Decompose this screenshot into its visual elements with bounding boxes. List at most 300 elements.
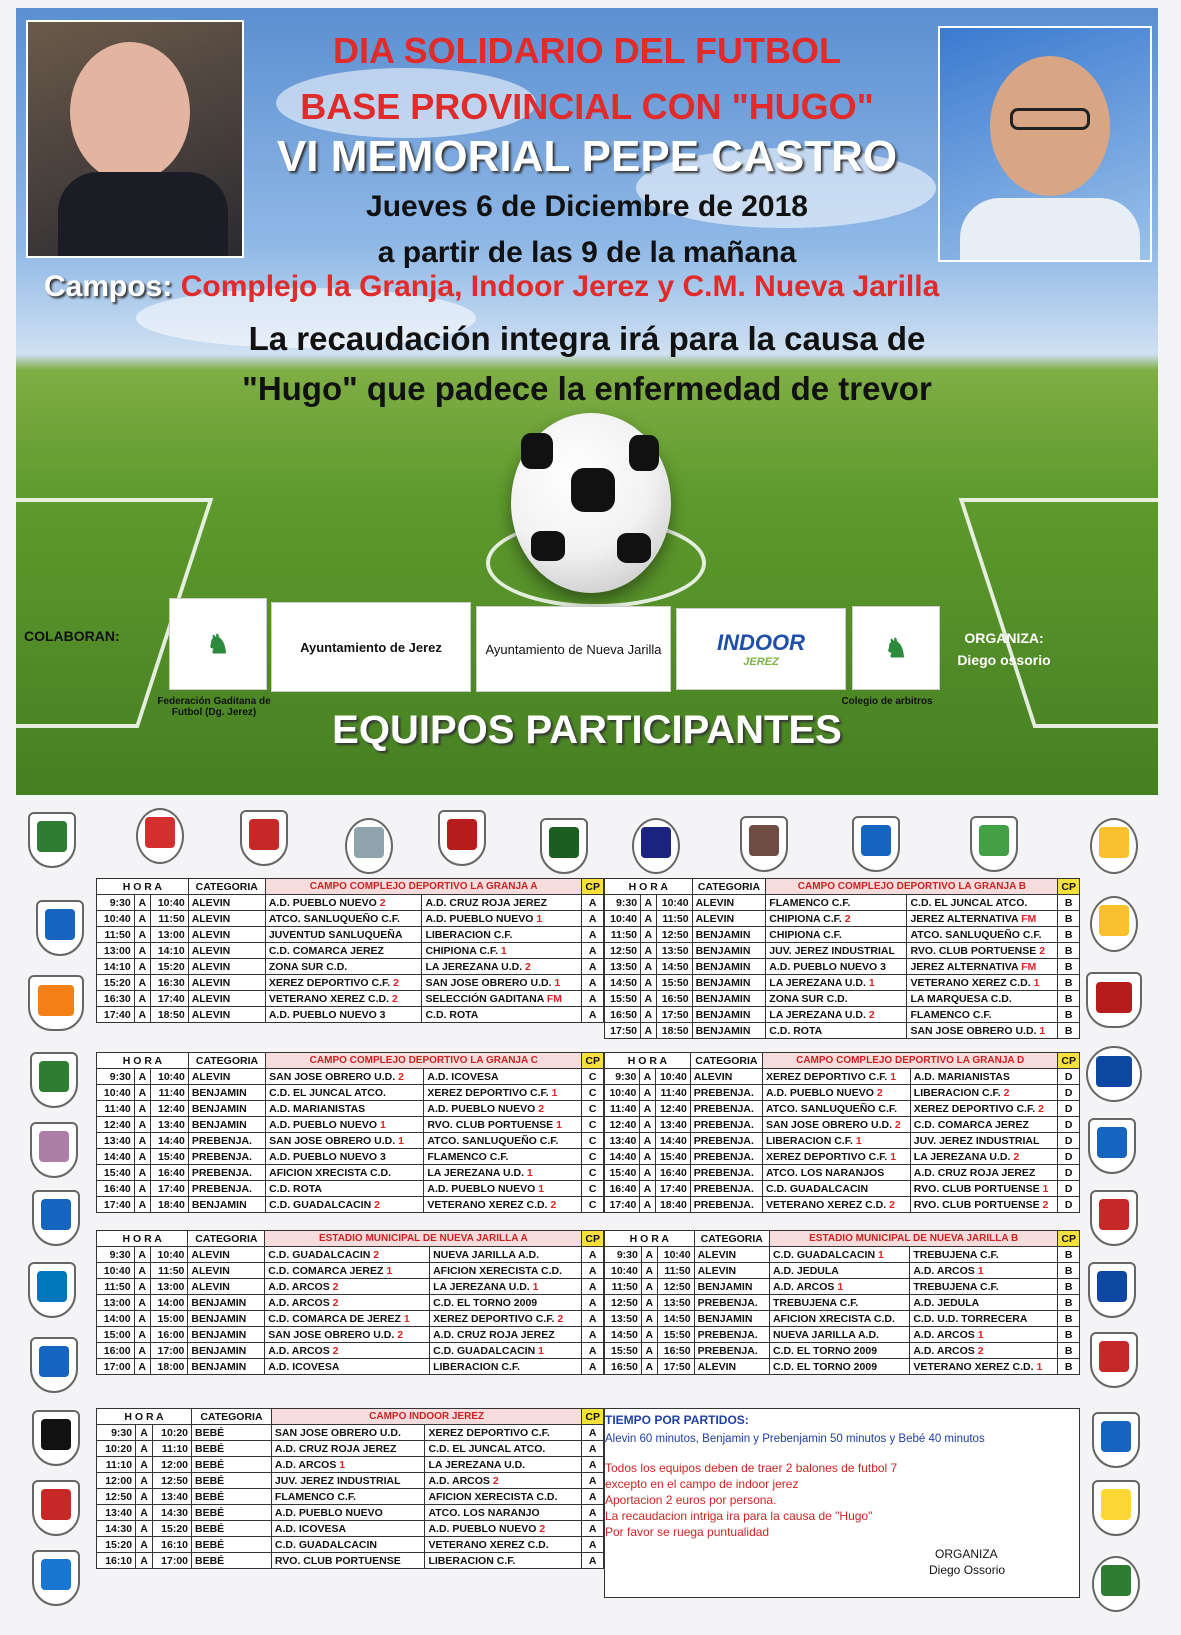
- field-code: D: [1058, 1181, 1080, 1197]
- ball-patch: [617, 533, 651, 563]
- team-number: 1: [977, 1264, 984, 1277]
- campos-label: Campos:: [44, 270, 173, 303]
- club-crest-icon: [28, 1262, 76, 1318]
- end-time: 10:40: [150, 895, 188, 911]
- a-separator: A: [641, 1311, 657, 1327]
- end-time: 11:50: [656, 911, 692, 927]
- field-code: A: [582, 927, 604, 943]
- club-crest-icon: [438, 810, 486, 866]
- home-team: RVO. CLUB PORTUENSE: [271, 1553, 425, 1569]
- team-number: 1: [532, 1280, 539, 1293]
- field-code: B: [1058, 975, 1080, 991]
- a-separator: A: [641, 927, 657, 943]
- title-line-2: BASE PROVINCIAL CON "HUGO": [300, 86, 874, 127]
- category: ALEVIN: [188, 927, 265, 943]
- away-team: LIBERACION C.F. 2: [910, 1085, 1058, 1101]
- field-code: B: [1058, 991, 1080, 1007]
- team-number: 2: [538, 1102, 545, 1115]
- schedule-granja-c: [96, 1052, 604, 1213]
- end-time: 11:10: [152, 1441, 191, 1457]
- col-cp: CP: [1058, 879, 1080, 895]
- table-row: [97, 943, 604, 959]
- team-number: 1: [868, 976, 875, 989]
- team-number: 2: [1003, 1086, 1010, 1099]
- title-memorial: VI MEMORIAL PEPE CASTRO: [276, 132, 898, 181]
- end-time: 14:10: [150, 943, 188, 959]
- a-separator: A: [134, 1359, 150, 1375]
- table-row: [605, 1133, 1080, 1149]
- field-code: B: [1058, 895, 1080, 911]
- col-hora: H O R A: [97, 1231, 188, 1247]
- team-number: 2: [374, 1198, 380, 1211]
- field-code: A: [582, 1537, 604, 1553]
- home-team: VETERANO XEREZ C.D. 2: [762, 1197, 910, 1213]
- team-number: 2: [393, 976, 399, 989]
- notes-box: [604, 1408, 1080, 1598]
- field-code: A: [582, 1263, 604, 1279]
- field-code: A: [582, 1425, 604, 1441]
- team-number: 2: [492, 1474, 499, 1487]
- table-row: [605, 1197, 1080, 1213]
- table-row: [605, 1181, 1080, 1197]
- field-code: A: [582, 1359, 604, 1375]
- a-separator: A: [641, 1247, 657, 1263]
- away-team: LIBERACION C.F.: [422, 927, 582, 943]
- end-time: 10:40: [151, 1069, 189, 1085]
- table-header-row: [605, 1053, 1080, 1069]
- away-team: NUEVA JARILLA A.D.: [430, 1247, 582, 1263]
- table-row: [97, 1441, 604, 1457]
- field-code: A: [582, 1007, 604, 1023]
- table-row: [605, 1007, 1080, 1023]
- table-row: [97, 1197, 604, 1213]
- category: BENJAMIN: [694, 1311, 769, 1327]
- home-team: C.D. EL TORNO 2009: [769, 1359, 909, 1375]
- table-row: [605, 1359, 1080, 1375]
- category: BENJAMIN: [692, 975, 766, 991]
- away-team: VETERANO XEREZ C.D.: [425, 1537, 582, 1553]
- end-time: 16:10: [152, 1537, 191, 1553]
- table-row: [97, 975, 604, 991]
- table-row: [605, 1117, 1080, 1133]
- team-number: 2: [1038, 1102, 1044, 1115]
- team-number: 2: [889, 1198, 895, 1211]
- col-cp: CP: [1058, 1231, 1080, 1247]
- end-time: 11:50: [150, 1263, 188, 1279]
- end-time: 15:40: [151, 1149, 189, 1165]
- field-code: A: [582, 1343, 604, 1359]
- table-row: [97, 1295, 604, 1311]
- category: ALEVIN: [692, 911, 766, 927]
- a-separator: A: [134, 1165, 150, 1181]
- away-team: RVO. CLUB PORTUENSE 1: [910, 1181, 1058, 1197]
- away-team: LIBERACION C.F.: [425, 1553, 582, 1569]
- team-number: 1: [339, 1458, 346, 1471]
- fm-mark: FM: [1021, 960, 1037, 973]
- table-row: [97, 1263, 604, 1279]
- end-time: 12:00: [152, 1457, 191, 1473]
- field-code: B: [1058, 1247, 1080, 1263]
- start-time: 15:20: [97, 975, 135, 991]
- team-number: 1: [398, 1134, 404, 1147]
- start-time: 16:40: [97, 1181, 135, 1197]
- away-team: TREBUJENA C.F.: [910, 1247, 1058, 1263]
- table-row: [97, 927, 604, 943]
- home-team: SAN JOSE OBRERO U.D. 1: [266, 1133, 424, 1149]
- away-team: A.D. ARCOS 2: [910, 1343, 1058, 1359]
- club-crest-icon: [30, 1337, 78, 1393]
- table-row: [97, 1085, 604, 1101]
- away-team: AFICION XERECISTA C.D.: [425, 1489, 582, 1505]
- field-code: C: [582, 1197, 604, 1213]
- home-team: A.D. PUEBLO NUEVO 1: [266, 1117, 424, 1133]
- end-time: 16:50: [656, 991, 692, 1007]
- start-time: 14:40: [605, 1149, 640, 1165]
- start-time: 17:40: [605, 1197, 640, 1213]
- field-code: B: [1058, 927, 1080, 943]
- category: PREBENJA.: [188, 1165, 265, 1181]
- team-number: 1: [554, 976, 561, 989]
- start-time: 14:50: [605, 1327, 642, 1343]
- start-time: 13:00: [97, 1295, 135, 1311]
- start-time: 13:40: [97, 1505, 136, 1521]
- away-team: VETERANO XEREZ C.D. 1: [910, 1359, 1058, 1375]
- field-code: D: [1058, 1133, 1080, 1149]
- col-categoria: CATEGORIA: [694, 1231, 769, 1247]
- start-time: 11:40: [605, 1101, 640, 1117]
- home-team: A.D. CRUZ ROJA JEREZ: [271, 1441, 425, 1457]
- equipos-heading: EQUIPOS PARTICIPANTES: [332, 708, 842, 752]
- table-row: [97, 1069, 604, 1085]
- field-code: D: [1058, 1149, 1080, 1165]
- start-time: 11:10: [97, 1457, 136, 1473]
- away-team: SELECCIÓN GADITANA FM: [422, 991, 582, 1007]
- category: BEBÉ: [192, 1441, 272, 1457]
- table-row: [97, 959, 604, 975]
- a-separator: A: [640, 1165, 655, 1181]
- team-number: 2: [1042, 1198, 1049, 1211]
- start-time: 15:50: [605, 1343, 642, 1359]
- club-crest-icon: [32, 1480, 80, 1536]
- team-number: 2: [397, 1328, 404, 1341]
- note-5: Por favor se ruega puntualidad: [605, 1525, 770, 1539]
- home-team: A.D. ARCOS 1: [271, 1457, 425, 1473]
- category: ALEVIN: [188, 991, 265, 1007]
- end-time: 12:50: [152, 1473, 191, 1489]
- venue-name: CAMPO COMPLEJO DEPORTIVO LA GRANJA C: [266, 1053, 582, 1069]
- a-separator: A: [134, 1133, 150, 1149]
- team-number: 2: [539, 1522, 546, 1535]
- indoor-jerez-logo: [676, 608, 846, 690]
- fm-mark: FM: [1021, 912, 1037, 925]
- away-team: FLAMENCO C.F.: [424, 1149, 582, 1165]
- col-hora: H O R A: [97, 879, 189, 895]
- a-separator: A: [641, 1327, 657, 1343]
- start-time: 15:40: [97, 1165, 135, 1181]
- field-code: A: [582, 1279, 604, 1295]
- field-code: C: [582, 1117, 604, 1133]
- start-time: 15:40: [605, 1165, 640, 1181]
- category: ALEVIN: [692, 895, 766, 911]
- a-separator: A: [134, 1343, 150, 1359]
- category: BENJAMIN: [188, 1359, 265, 1375]
- category: BENJAMIN: [188, 1117, 265, 1133]
- table-row: [97, 1457, 604, 1473]
- start-time: 16:40: [605, 1181, 640, 1197]
- team-number: 2: [550, 1198, 557, 1211]
- a-separator: A: [134, 927, 150, 943]
- end-time: 13:50: [657, 1295, 694, 1311]
- club-crest-icon: [1090, 818, 1138, 874]
- away-team: C.D. EL JUNCAL ATCO.: [907, 895, 1058, 911]
- start-time: 12:50: [605, 1295, 642, 1311]
- away-team: SAN JOSE OBRERO U.D. 1: [422, 975, 582, 991]
- category: BEBÉ: [192, 1457, 272, 1473]
- a-separator: A: [134, 991, 150, 1007]
- club-crest-icon: [852, 816, 900, 872]
- home-team: C.D. EL TORNO 2009: [769, 1343, 909, 1359]
- club-crest-icon: [1090, 1190, 1138, 1246]
- home-team: ATCO. SANLUQUEÑO C.F.: [762, 1101, 910, 1117]
- home-team: A.D. PUEBLO NUEVO: [271, 1505, 425, 1521]
- home-team: C.D. GUADALCACIN 1: [769, 1247, 909, 1263]
- field-code: C: [582, 1133, 604, 1149]
- fed-gaditana-logo: ♞: [169, 598, 267, 690]
- club-crest-icon: [36, 900, 84, 956]
- arbitros-logo: ♞: [852, 606, 940, 690]
- a-separator: A: [134, 1295, 150, 1311]
- club-crest-icon: [30, 1122, 78, 1178]
- category: ALEVIN: [694, 1263, 769, 1279]
- home-team: A.D. PUEBLO NUEVO 2: [762, 1085, 910, 1101]
- end-time: 10:40: [150, 1247, 188, 1263]
- away-team: A.D. ARCOS 1: [910, 1327, 1058, 1343]
- away-team: A.D. JEDULA: [910, 1295, 1058, 1311]
- indoor-sub: JEREZ: [743, 656, 779, 668]
- col-cp: CP: [1058, 1053, 1080, 1069]
- home-team: XEREZ DEPORTIVO C.F. 2: [265, 975, 422, 991]
- end-time: 16:40: [151, 1165, 189, 1181]
- category: PREBENJA.: [690, 1117, 762, 1133]
- team-number: 1: [500, 944, 507, 957]
- col-categoria: CATEGORIA: [188, 1053, 265, 1069]
- start-time: 17:50: [605, 1023, 641, 1039]
- a-separator: A: [641, 1263, 657, 1279]
- venue-name: ESTADIO MUNICIPAL DE NUEVA JARILLA A: [265, 1231, 582, 1247]
- field-code: A: [582, 975, 604, 991]
- category: BENJAMIN: [692, 1023, 766, 1039]
- end-time: 12:50: [656, 927, 692, 943]
- category: ALEVIN: [188, 1279, 265, 1295]
- home-team: C.D. GUADALCACIN: [762, 1181, 910, 1197]
- home-team: XEREZ DEPORTIVO C.F. 1: [762, 1069, 910, 1085]
- organiza-label: ORGANIZA:: [964, 630, 1044, 646]
- home-team: LA JEREZANA U.D. 1: [766, 975, 907, 991]
- category: ALEVIN: [694, 1247, 769, 1263]
- category: BENJAMIN: [692, 927, 766, 943]
- category: BEBÉ: [192, 1489, 272, 1505]
- club-crest-icon: [540, 818, 588, 874]
- category: BENJAMIN: [692, 943, 766, 959]
- home-team: A.D. ARCOS 2: [265, 1295, 430, 1311]
- table-row: [97, 1007, 604, 1023]
- home-team: JUVENTUD SANLUQUEÑA: [265, 927, 422, 943]
- club-crest-icon: [970, 816, 1018, 872]
- start-time: 11:40: [97, 1101, 135, 1117]
- home-team: C.D. GUADALCACIN 2: [265, 1247, 430, 1263]
- cause-line-2: "Hugo" que padece la enfermedad de trevor: [242, 370, 932, 407]
- team-number: 2: [398, 1070, 404, 1083]
- a-separator: A: [136, 1425, 153, 1441]
- end-time: 15:20: [152, 1521, 191, 1537]
- category: PREBENJA.: [188, 1133, 265, 1149]
- table-row: [605, 1165, 1080, 1181]
- table-row: [97, 1521, 604, 1537]
- a-separator: A: [640, 1117, 655, 1133]
- home-team: AFICION XRECISTA C.D.: [266, 1165, 424, 1181]
- field-code: A: [582, 911, 604, 927]
- club-crest-icon: [32, 1550, 80, 1606]
- category: BEBÉ: [192, 1505, 272, 1521]
- table-row: [97, 1149, 604, 1165]
- category: ALEVIN: [188, 1007, 265, 1023]
- away-team: LA JEREZANA U.D. 1: [424, 1165, 582, 1181]
- table-row: [97, 911, 604, 927]
- category: BEBÉ: [192, 1521, 272, 1537]
- a-separator: A: [641, 911, 657, 927]
- away-team: A.D. CRUZ ROJA JEREZ: [422, 895, 582, 911]
- table-row: [605, 991, 1080, 1007]
- table-header-row: [97, 1409, 604, 1425]
- start-time: 9:30: [97, 895, 135, 911]
- team-number: 1: [526, 1166, 533, 1179]
- table-row: [605, 1263, 1080, 1279]
- away-team: LA JEREZANA U.D. 1: [430, 1279, 582, 1295]
- table-row: [605, 1247, 1080, 1263]
- field-code: B: [1058, 1343, 1080, 1359]
- a-separator: A: [134, 1311, 150, 1327]
- col-cp: CP: [582, 1231, 604, 1247]
- category: PREBENJA.: [690, 1133, 762, 1149]
- start-time: 14:10: [97, 959, 135, 975]
- table-row: [97, 1181, 604, 1197]
- start-time: 15:20: [97, 1537, 136, 1553]
- start-time: 17:00: [97, 1359, 135, 1375]
- category: ALEVIN: [188, 1247, 265, 1263]
- start-time: 13:40: [97, 1133, 135, 1149]
- field-code: C: [582, 1069, 604, 1085]
- table-row: [605, 1311, 1080, 1327]
- end-time: 17:40: [151, 1181, 189, 1197]
- team-number: 2: [876, 1086, 883, 1099]
- home-team: CHIPIONA C.F. 2: [766, 911, 907, 927]
- home-team: A.D. ARCOS 2: [265, 1343, 430, 1359]
- schedule-granja-a: [96, 878, 604, 1023]
- table-row: [605, 959, 1080, 975]
- team-number: 1: [379, 1118, 386, 1131]
- category: BENJAMIN: [188, 1311, 265, 1327]
- field-code: B: [1058, 1359, 1080, 1375]
- field-code: B: [1058, 943, 1080, 959]
- col-cp: CP: [582, 1409, 604, 1425]
- a-separator: A: [640, 1085, 655, 1101]
- start-time: 16:10: [97, 1553, 136, 1569]
- category: BENJAMIN: [692, 959, 766, 975]
- table-row: [97, 1343, 604, 1359]
- club-crest-icon: [1090, 1332, 1138, 1388]
- team-number: 2: [1039, 944, 1046, 957]
- away-team: A.D. PUEBLO NUEVO 1: [422, 911, 582, 927]
- start-time: 14:30: [97, 1521, 136, 1537]
- home-team: SAN JOSE OBRERO U.D. 2: [265, 1327, 430, 1343]
- home-team: C.D. COMARCA JEREZ 1: [265, 1263, 430, 1279]
- end-time: 13:40: [655, 1117, 690, 1133]
- indoor-label: INDOOR: [717, 630, 805, 655]
- category: PREBENJA.: [694, 1327, 769, 1343]
- home-team: A.D. ARCOS 1: [769, 1279, 909, 1295]
- table-row: [97, 1133, 604, 1149]
- club-crest-icon: [32, 1190, 80, 1246]
- field-code: C: [582, 1165, 604, 1181]
- home-team: FLAMENCO C.F.: [766, 895, 907, 911]
- a-separator: A: [641, 1295, 657, 1311]
- away-team: A.D. PUEBLO NUEVO 2: [424, 1101, 582, 1117]
- start-time: 11:50: [605, 927, 641, 943]
- a-separator: A: [136, 1537, 153, 1553]
- col-hora: H O R A: [97, 1053, 189, 1069]
- category: ALEVIN: [188, 943, 265, 959]
- start-time: 9:30: [97, 1069, 135, 1085]
- end-time: 15:20: [150, 959, 188, 975]
- schedule-jarilla-b: [604, 1230, 1080, 1375]
- table-row: [97, 1327, 604, 1343]
- end-time: 18:00: [150, 1359, 188, 1375]
- category: BEBÉ: [192, 1537, 272, 1553]
- club-crest-icon: [1088, 1118, 1136, 1174]
- team-number: 2: [525, 960, 531, 973]
- away-team: A.D. ARCOS 1: [910, 1263, 1058, 1279]
- away-team: FLAMENCO C.F.: [907, 1007, 1058, 1023]
- col-categoria: CATEGORIA: [192, 1409, 272, 1425]
- team-number: 1: [1042, 1182, 1049, 1195]
- org-name: Diego Ossorio: [929, 1563, 1006, 1577]
- away-team: JEREZ ALTERNATIVA FM: [907, 911, 1058, 927]
- club-crest-icon: [1086, 972, 1142, 1028]
- category: ALEVIN: [188, 1069, 265, 1085]
- end-time: 18:50: [150, 1007, 188, 1023]
- a-separator: A: [641, 1023, 657, 1039]
- end-time: 17:00: [150, 1343, 188, 1359]
- home-team: JUV. JEREZ INDUSTRIAL: [766, 943, 907, 959]
- field-code: A: [582, 1311, 604, 1327]
- away-team: A.D. ARCOS 2: [425, 1473, 582, 1489]
- a-separator: A: [134, 943, 150, 959]
- end-time: 15:40: [655, 1149, 690, 1165]
- end-time: 17:40: [150, 991, 188, 1007]
- start-time: 12:00: [97, 1473, 136, 1489]
- home-team: C.D. COMARCA JEREZ: [265, 943, 422, 959]
- table-row: [97, 1473, 604, 1489]
- a-separator: A: [641, 991, 657, 1007]
- end-time: 10:40: [656, 895, 692, 911]
- field-code: A: [582, 1295, 604, 1311]
- field-code: D: [1058, 1165, 1080, 1181]
- schedule-granja-d: [604, 1052, 1080, 1213]
- table-row: [97, 1247, 604, 1263]
- away-team: A.D. CRUZ ROJA JEREZ: [430, 1327, 582, 1343]
- category: PREBENJA.: [188, 1181, 265, 1197]
- end-time: 17:00: [152, 1553, 191, 1569]
